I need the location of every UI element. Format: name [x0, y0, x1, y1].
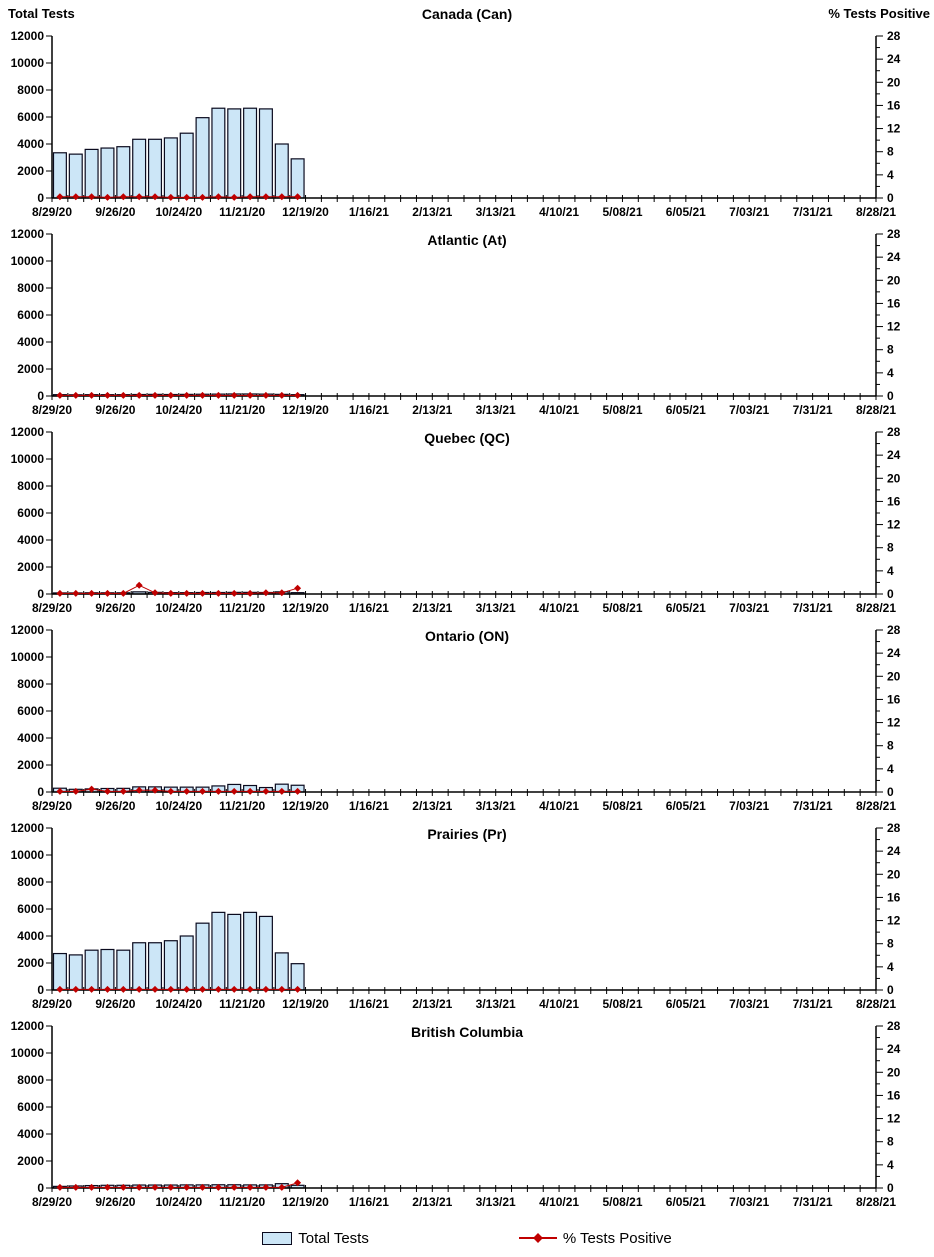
- svg-text:2000: 2000: [17, 560, 44, 574]
- svg-text:7/03/21: 7/03/21: [729, 799, 770, 813]
- svg-text:0: 0: [887, 983, 894, 997]
- svg-text:7/31/21: 7/31/21: [792, 799, 833, 813]
- canada-chart: [0, 30, 934, 228]
- svg-text:4/10/21: 4/10/21: [539, 799, 580, 813]
- svg-text:5/08/21: 5/08/21: [602, 799, 643, 813]
- svg-text:24: 24: [887, 1042, 901, 1057]
- panel-title-canada: Canada (Can): [421, 6, 513, 22]
- svg-text:12000: 12000: [10, 30, 44, 43]
- svg-text:4/10/21: 4/10/21: [539, 205, 580, 219]
- svg-text:0: 0: [37, 389, 44, 403]
- svg-text:24: 24: [887, 448, 901, 463]
- svg-text:4000: 4000: [17, 335, 44, 349]
- panel-title-quebec: Quebec (QC): [424, 430, 510, 446]
- chart-header: [0, 0, 934, 30]
- svg-text:7/31/21: 7/31/21: [792, 205, 833, 219]
- svg-text:10/24/20: 10/24/20: [155, 403, 203, 417]
- svg-text:12/19/20: 12/19/20: [282, 1195, 329, 1209]
- british-columbia-chart: [0, 1020, 934, 1218]
- svg-text:0: 0: [887, 191, 894, 205]
- svg-text:6/05/21: 6/05/21: [665, 601, 706, 615]
- svg-text:4/10/21: 4/10/21: [539, 1195, 580, 1209]
- svg-text:28: 28: [887, 228, 901, 241]
- svg-text:1/16/21: 1/16/21: [348, 1195, 389, 1209]
- svg-text:12/19/20: 12/19/20: [282, 601, 329, 615]
- svg-text:3/13/21: 3/13/21: [475, 1195, 516, 1209]
- svg-text:6/05/21: 6/05/21: [665, 205, 706, 219]
- svg-text:8000: 8000: [17, 83, 44, 97]
- svg-text:5/08/21: 5/08/21: [602, 601, 643, 615]
- right-axis-title: % Tests Positive: [828, 6, 930, 21]
- svg-text:0: 0: [887, 1181, 894, 1195]
- legend: [0, 1220, 934, 1256]
- svg-text:2/13/21: 2/13/21: [412, 1195, 453, 1209]
- svg-text:0: 0: [37, 191, 44, 205]
- legend-item-total-tests: [262, 1230, 369, 1247]
- svg-text:16: 16: [887, 692, 901, 707]
- svg-text:8/29/20: 8/29/20: [31, 1195, 73, 1209]
- svg-text:6000: 6000: [17, 1100, 44, 1114]
- svg-text:24: 24: [887, 844, 901, 859]
- svg-text:4: 4: [887, 959, 894, 974]
- svg-text:28: 28: [887, 1020, 901, 1033]
- svg-text:8/29/20: 8/29/20: [31, 403, 73, 417]
- svg-text:28: 28: [887, 30, 901, 43]
- chart-panel-british-columbia: [0, 1020, 934, 1218]
- svg-text:20: 20: [887, 471, 901, 486]
- svg-text:4000: 4000: [17, 137, 44, 151]
- svg-text:0: 0: [887, 389, 894, 403]
- svg-text:9/26/20: 9/26/20: [95, 403, 136, 417]
- svg-text:4000: 4000: [17, 533, 44, 547]
- svg-text:2/13/21: 2/13/21: [412, 205, 453, 219]
- svg-text:10000: 10000: [10, 254, 44, 268]
- svg-text:8/28/21: 8/28/21: [855, 403, 897, 417]
- svg-text:8/29/20: 8/29/20: [31, 799, 73, 813]
- svg-text:12000: 12000: [10, 1020, 44, 1033]
- svg-text:12: 12: [887, 319, 901, 334]
- svg-text:8000: 8000: [17, 677, 44, 691]
- svg-text:12: 12: [887, 517, 901, 532]
- svg-text:4: 4: [887, 365, 894, 380]
- svg-text:3/13/21: 3/13/21: [475, 205, 516, 219]
- svg-text:2/13/21: 2/13/21: [412, 799, 453, 813]
- svg-text:3/13/21: 3/13/21: [475, 403, 516, 417]
- svg-text:12/19/20: 12/19/20: [282, 997, 329, 1011]
- panel-title-atlantic: Atlantic (At): [427, 232, 507, 248]
- svg-text:20: 20: [887, 273, 901, 288]
- svg-text:10000: 10000: [10, 56, 44, 70]
- chart-panel-prairies: [0, 822, 934, 1020]
- svg-text:0: 0: [37, 983, 44, 997]
- svg-text:10000: 10000: [10, 650, 44, 664]
- svg-text:1/16/21: 1/16/21: [348, 799, 389, 813]
- svg-text:10/24/20: 10/24/20: [155, 601, 203, 615]
- chart-panel-ontario: [0, 624, 934, 822]
- svg-text:8000: 8000: [17, 875, 44, 889]
- svg-text:7/31/21: 7/31/21: [792, 403, 833, 417]
- svg-text:8: 8: [887, 144, 894, 159]
- line-diamond-swatch-icon: [519, 1237, 557, 1239]
- svg-text:4: 4: [887, 761, 894, 776]
- svg-text:8/29/20: 8/29/20: [31, 205, 73, 219]
- svg-text:7/03/21: 7/03/21: [729, 1195, 770, 1209]
- svg-text:6/05/21: 6/05/21: [665, 997, 706, 1011]
- svg-text:10/24/20: 10/24/20: [155, 997, 203, 1011]
- svg-text:10/24/20: 10/24/20: [155, 205, 203, 219]
- svg-text:24: 24: [887, 250, 901, 265]
- svg-text:4: 4: [887, 167, 894, 182]
- svg-text:4000: 4000: [17, 929, 44, 943]
- ontario-chart: [0, 624, 934, 822]
- svg-text:11/21/20: 11/21/20: [219, 799, 266, 813]
- svg-text:7/31/21: 7/31/21: [792, 997, 833, 1011]
- bar-swatch-icon: [262, 1232, 292, 1245]
- svg-text:6/05/21: 6/05/21: [665, 799, 706, 813]
- svg-text:12: 12: [887, 121, 901, 136]
- svg-text:4/10/21: 4/10/21: [539, 403, 580, 417]
- svg-text:4: 4: [887, 1157, 894, 1172]
- quebec-chart: [0, 426, 934, 624]
- svg-text:6000: 6000: [17, 506, 44, 520]
- svg-text:7/31/21: 7/31/21: [792, 1195, 833, 1209]
- svg-text:8000: 8000: [17, 281, 44, 295]
- panel-title-british-columbia: British Columbia: [410, 1024, 523, 1040]
- svg-text:4/10/21: 4/10/21: [539, 997, 580, 1011]
- svg-text:1/16/21: 1/16/21: [348, 403, 389, 417]
- svg-text:2000: 2000: [17, 362, 44, 376]
- svg-text:9/26/20: 9/26/20: [95, 205, 136, 219]
- svg-text:12000: 12000: [10, 228, 44, 241]
- svg-text:16: 16: [887, 890, 901, 905]
- svg-text:6/05/21: 6/05/21: [665, 403, 706, 417]
- svg-text:16: 16: [887, 494, 901, 509]
- svg-text:1/16/21: 1/16/21: [348, 997, 389, 1011]
- svg-text:24: 24: [887, 646, 901, 661]
- svg-text:5/08/21: 5/08/21: [602, 997, 643, 1011]
- legend-item-pct-positive: [519, 1230, 672, 1247]
- svg-text:10000: 10000: [10, 452, 44, 466]
- left-axis-title: Total Tests: [8, 6, 75, 21]
- chart-panel-canada: [0, 30, 934, 228]
- svg-text:6/05/21: 6/05/21: [665, 1195, 706, 1209]
- svg-text:10000: 10000: [10, 848, 44, 862]
- svg-text:8/28/21: 8/28/21: [855, 1195, 897, 1209]
- svg-text:2000: 2000: [17, 164, 44, 178]
- svg-text:0: 0: [37, 785, 44, 799]
- svg-text:8/28/21: 8/28/21: [855, 799, 897, 813]
- svg-text:9/26/20: 9/26/20: [95, 997, 136, 1011]
- svg-text:0: 0: [37, 1181, 44, 1195]
- svg-text:20: 20: [887, 1065, 901, 1080]
- svg-text:6000: 6000: [17, 902, 44, 916]
- svg-text:2000: 2000: [17, 956, 44, 970]
- chart-panel-quebec: [0, 426, 934, 624]
- svg-text:4000: 4000: [17, 731, 44, 745]
- svg-text:12: 12: [887, 715, 901, 730]
- svg-text:8: 8: [887, 342, 894, 357]
- svg-text:8/28/21: 8/28/21: [855, 601, 897, 615]
- svg-text:8: 8: [887, 936, 894, 951]
- atlantic-chart: [0, 228, 934, 426]
- svg-text:8000: 8000: [17, 1073, 44, 1087]
- svg-text:9/26/20: 9/26/20: [95, 799, 136, 813]
- svg-text:9/26/20: 9/26/20: [95, 1195, 136, 1209]
- panel-title-ontario: Ontario (ON): [425, 628, 509, 644]
- svg-text:12000: 12000: [10, 426, 44, 439]
- svg-text:1/16/21: 1/16/21: [348, 205, 389, 219]
- svg-text:7/03/21: 7/03/21: [729, 997, 770, 1011]
- svg-text:11/21/20: 11/21/20: [219, 205, 266, 219]
- svg-text:12/19/20: 12/19/20: [282, 205, 329, 219]
- svg-text:0: 0: [37, 587, 44, 601]
- svg-text:6000: 6000: [17, 704, 44, 718]
- legend-label-total-tests: Total Tests: [298, 1229, 369, 1247]
- svg-text:28: 28: [887, 822, 901, 835]
- svg-text:4: 4: [887, 563, 894, 578]
- svg-text:6000: 6000: [17, 110, 44, 124]
- svg-text:0: 0: [887, 785, 894, 799]
- svg-text:16: 16: [887, 98, 901, 113]
- svg-text:20: 20: [887, 75, 901, 90]
- svg-text:7/03/21: 7/03/21: [729, 403, 770, 417]
- svg-text:11/21/20: 11/21/20: [219, 601, 266, 615]
- svg-text:10000: 10000: [10, 1046, 44, 1060]
- svg-text:5/08/21: 5/08/21: [602, 205, 643, 219]
- svg-text:12000: 12000: [10, 624, 44, 637]
- svg-text:12/19/20: 12/19/20: [282, 799, 329, 813]
- svg-text:12: 12: [887, 1111, 901, 1126]
- svg-text:16: 16: [887, 296, 901, 311]
- chart-panel-atlantic: [0, 228, 934, 426]
- svg-text:9/26/20: 9/26/20: [95, 601, 136, 615]
- svg-text:4/10/21: 4/10/21: [539, 601, 580, 615]
- svg-text:12000: 12000: [10, 822, 44, 835]
- svg-text:10/24/20: 10/24/20: [155, 1195, 203, 1209]
- svg-text:24: 24: [887, 52, 901, 67]
- svg-text:6000: 6000: [17, 308, 44, 322]
- svg-text:8/28/21: 8/28/21: [855, 997, 897, 1011]
- svg-text:12/19/20: 12/19/20: [282, 403, 329, 417]
- svg-text:2/13/21: 2/13/21: [412, 601, 453, 615]
- svg-text:7/03/21: 7/03/21: [729, 205, 770, 219]
- panel-title-prairies: Prairies (Pr): [427, 826, 507, 842]
- svg-text:7/03/21: 7/03/21: [729, 601, 770, 615]
- svg-text:8/28/21: 8/28/21: [855, 205, 897, 219]
- svg-text:5/08/21: 5/08/21: [602, 1195, 643, 1209]
- svg-text:3/13/21: 3/13/21: [475, 799, 516, 813]
- svg-text:16: 16: [887, 1088, 901, 1103]
- svg-text:1/16/21: 1/16/21: [348, 601, 389, 615]
- svg-text:2000: 2000: [17, 758, 44, 772]
- svg-text:20: 20: [887, 867, 901, 882]
- svg-text:28: 28: [887, 624, 901, 637]
- svg-text:3/13/21: 3/13/21: [475, 997, 516, 1011]
- svg-text:8/29/20: 8/29/20: [31, 601, 73, 615]
- svg-text:11/21/20: 11/21/20: [219, 1195, 266, 1209]
- svg-text:8: 8: [887, 738, 894, 753]
- prairies-chart: [0, 822, 934, 1020]
- svg-text:2000: 2000: [17, 1154, 44, 1168]
- svg-text:7/31/21: 7/31/21: [792, 601, 833, 615]
- svg-text:20: 20: [887, 669, 901, 684]
- svg-text:28: 28: [887, 426, 901, 439]
- svg-text:11/21/20: 11/21/20: [219, 403, 266, 417]
- svg-text:4000: 4000: [17, 1127, 44, 1141]
- svg-text:5/08/21: 5/08/21: [602, 403, 643, 417]
- svg-text:8000: 8000: [17, 479, 44, 493]
- legend-label-pct-positive: % Tests Positive: [562, 1229, 672, 1247]
- svg-text:2/13/21: 2/13/21: [412, 403, 453, 417]
- svg-text:8/29/20: 8/29/20: [31, 997, 73, 1011]
- svg-text:2/13/21: 2/13/21: [412, 997, 453, 1011]
- svg-text:11/21/20: 11/21/20: [219, 997, 266, 1011]
- svg-text:8: 8: [887, 1134, 894, 1149]
- svg-text:10/24/20: 10/24/20: [155, 799, 203, 813]
- svg-text:12: 12: [887, 913, 901, 928]
- svg-text:3/13/21: 3/13/21: [475, 601, 516, 615]
- svg-text:0: 0: [887, 587, 894, 601]
- svg-text:8: 8: [887, 540, 894, 555]
